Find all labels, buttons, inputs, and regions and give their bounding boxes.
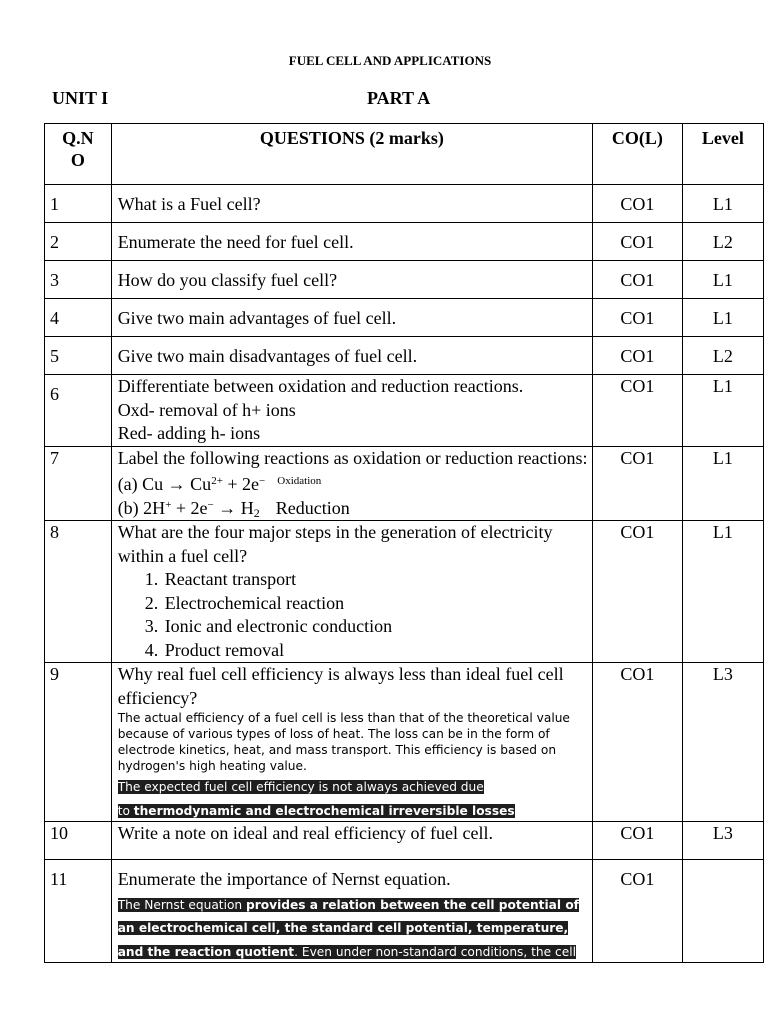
- question-text: What is a Fuel cell?: [111, 185, 592, 223]
- table-row: [45, 299, 764, 337]
- part-heading: PART A: [367, 88, 431, 108]
- list-item: 3. Ionic and electronic conduction: [163, 615, 588, 639]
- level-value: L2: [682, 337, 763, 375]
- co-value: CO1: [593, 337, 683, 375]
- row-number: 9: [45, 663, 112, 822]
- question-text: How do you classify fuel cell?: [111, 261, 592, 299]
- level-value: L2: [682, 223, 763, 261]
- co-value: CO1: [593, 822, 683, 860]
- answer-note: The actual efficiency of a fuel cell is less than that of the theoretical value because of various types of loss of heat. The loss can be in the form of electrode kinetics, heat, and mass transport. This efficiency is based on hydrogen's high heating value.: [117, 711, 570, 773]
- question-text: Enumerate the need for fuel cell.: [111, 223, 592, 261]
- row-number: 11: [45, 860, 112, 963]
- table-header-row: [45, 124, 764, 185]
- co-value: CO1: [593, 663, 683, 822]
- question-cell: [111, 521, 592, 663]
- question-cell: [111, 860, 592, 963]
- level-value: L1: [682, 521, 763, 663]
- row-number: 7: [45, 446, 112, 521]
- co-value: CO1: [593, 223, 683, 261]
- question-cell: [111, 375, 592, 447]
- co-value: CO1: [593, 261, 683, 299]
- table-row: [45, 860, 764, 963]
- table-row: [45, 223, 764, 261]
- co-value: CO1: [593, 446, 683, 521]
- answer-line: Red- adding h- ions: [117, 423, 261, 443]
- row-number: 2: [45, 223, 112, 261]
- steps-list: [118, 568, 588, 662]
- level-value: L3: [682, 663, 763, 822]
- reaction-a-label: Oxidation: [277, 475, 322, 487]
- question-text: Why real fuel cell efficiency is always less than ideal fuel cell efficiency?: [117, 664, 564, 708]
- row-number: 4: [45, 299, 112, 337]
- question-text: Differentiate between oxidation and reduction reactions.: [117, 376, 524, 396]
- table-row: [45, 663, 764, 822]
- level-value: L1: [682, 185, 763, 223]
- question-cell: [111, 446, 592, 521]
- reaction-b: (b) $2H^+ + 2e^- \to H_2$ Reduction: [117, 497, 350, 520]
- question-text: Write a note on ideal and real efficiency of fuel cell.: [111, 822, 592, 860]
- row-number: 8: [45, 521, 112, 663]
- co-value: CO1: [593, 375, 683, 447]
- table-row: [45, 261, 764, 299]
- row-number: 3: [45, 261, 112, 299]
- highlighted-answer: The Nernst equation provides a relation between the cell potential of an electrochemical cell, the standard cell potential, temperature, and the reaction quotient. Even under non-standard conditions, the cell: [117, 897, 579, 959]
- header-level: Level: [682, 124, 763, 185]
- questions-table: [44, 123, 764, 963]
- co-value: CO1: [593, 185, 683, 223]
- question-text: Give two main advantages of fuel cell.: [111, 299, 592, 337]
- list-item: 2. Electrochemical reaction: [163, 592, 588, 616]
- header-questions: QUESTIONS (2 marks): [111, 124, 592, 185]
- row-number: 6: [45, 375, 112, 447]
- question-text: Label the following reactions as oxidation or reduction reactions:: [117, 447, 588, 468]
- row-number: 5: [45, 337, 112, 375]
- co-value: CO1: [593, 521, 683, 663]
- document-title: FUEL CELL AND APPLICATIONS: [288, 53, 492, 68]
- level-value: L1: [682, 446, 763, 521]
- table-row: [45, 446, 764, 521]
- question-text: Give two main disadvantages of fuel cell.: [111, 337, 592, 375]
- question-text: Enumerate the importance of Nernst equation.: [117, 869, 451, 889]
- highlighted-answer: to thermodynamic and electrochemical irreversible losses: [117, 803, 515, 818]
- level-value: L3: [682, 822, 763, 860]
- co-value: CO1: [593, 299, 683, 337]
- row-number: 10: [45, 822, 112, 860]
- table-row: [45, 375, 764, 447]
- question-cell: [111, 663, 592, 822]
- level-value: L1: [682, 261, 763, 299]
- list-item: 1. Reactant transport: [163, 568, 588, 592]
- highlighted-answer: The expected fuel cell efficiency is not always achieved due: [117, 780, 484, 794]
- co-value: CO1: [593, 860, 683, 963]
- table-row: [45, 337, 764, 375]
- list-item: 4. Product removal: [163, 639, 588, 663]
- reaction-a: (a) $Cu \to Cu^{2+} + 2e^-$ $^{Oxidation}$: [117, 474, 322, 494]
- level-value: L1: [682, 375, 763, 447]
- table-row: [45, 185, 764, 223]
- reaction-b-label: Reduction: [275, 497, 350, 518]
- level-value: [682, 860, 763, 963]
- header-co: CO(L): [593, 124, 683, 185]
- row-number: 1: [45, 185, 112, 223]
- answer-line: Oxd- removal of h+ ions: [117, 399, 296, 420]
- unit-heading: UNIT I: [52, 88, 109, 108]
- level-value: L1: [682, 299, 763, 337]
- table-row: [45, 822, 764, 860]
- header-qno: Q.N O: [45, 124, 112, 185]
- question-text: What are the four major steps in the generation of electricity within a fuel cell?: [117, 522, 553, 566]
- table-row: [45, 521, 764, 663]
